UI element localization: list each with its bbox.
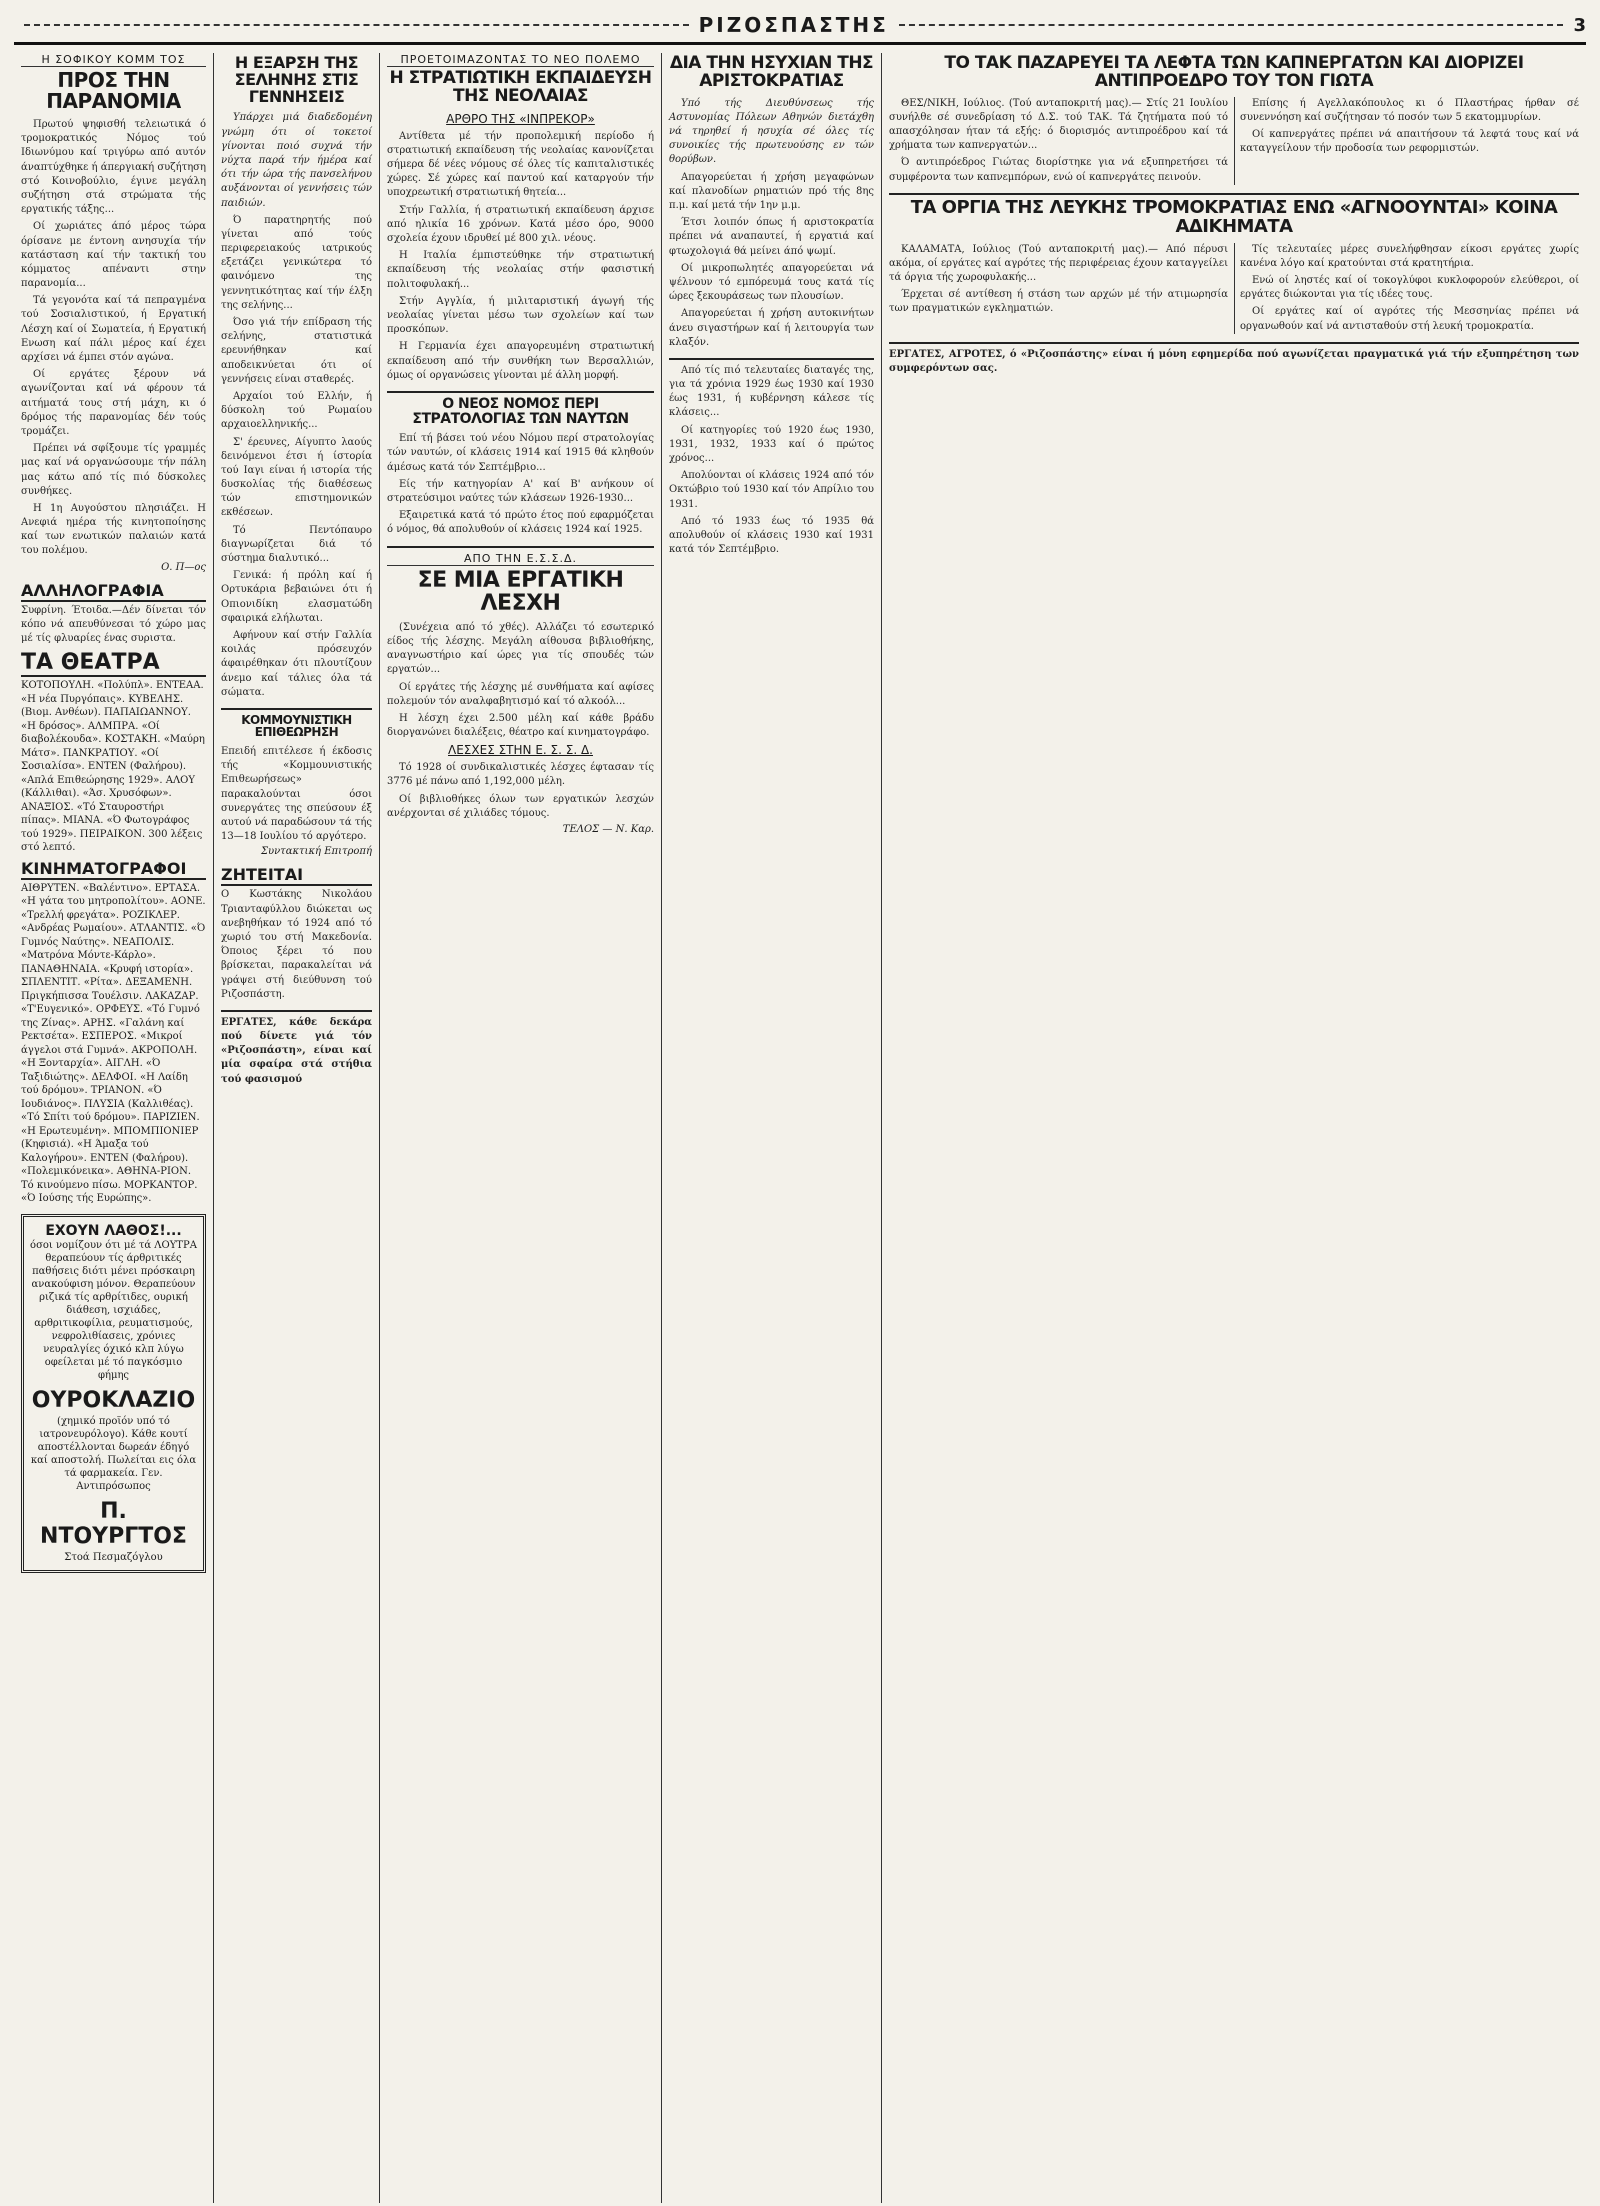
kicker-ussr: ΑΠΟ ΤΗΝ Ε.Σ.Σ.Δ. (387, 552, 654, 566)
paragraph: ΘΕΣ/ΝΙΚΗ, Ιούλιος. (Τού ανταποκριτή μας).— Στίς 21 Ιουλίου συνήλθε σέ συνεδρίαση τό Δ.Σ. τού ΤΑΚ. Τά ζητήματα πού τό απασχόλησαν ήταν τά εξής: ό διορισμός αντιπροέδρου καί τά χρήματα των καπνεργατών... (889, 97, 1228, 152)
ad-name: Π. ΝΤΟΥΡΓΤΟΣ (40, 1498, 187, 1549)
footer-appeal: ΕΡΓΑΤΕΣ, ΑΓΡΟΤΕΣ, ό «Ριζοσπάστης» είναι ή μόνη εφημερίδα πού αγωνίζεται πραγματικά γιά τήν εξυπηρέτηση των συμφερόντων σας. (889, 348, 1579, 374)
paragraph: Οί βιβλιοθήκες όλων των εργατικών λεσχών ανέρχονται σέ χιλιάδες τόμους. (387, 793, 654, 819)
headline-workers-club: ΣΕ ΜΙΑ ΕΡΓΑΤΙΚΗ ΛΕΣΧΗ (417, 567, 624, 616)
subheadline-clubs: ΛΕΣΧΕΣ ΣΤΗΝ Ε. Σ. Σ. Δ. (448, 743, 593, 758)
paragraph: Όσο γιά τήν επίδραση τής σελήνης, στατιστικά ερευνήθηκαν καί αποδεικνύεται ότι οί γεννήσεις είναι σταθερές. (221, 317, 372, 385)
ad-text: όσοι νομίζουν ότι μέ τά ΛΟΥΤΡΑ θεραπεύουν τίς άρθριτικές παθήσεις διότι μένει πρόσκαιρη ανακούφιση μόνον. Θεραπεύουν ριζικά τίς αρθρίτιδες, ουρική διάθεση, ισχιάδες, αρθριτικοφίλια, ρευματισμούς, νεφρολιθίασεις, χρόνιες νευραλγίες όχικό κλπ λύγω οφείλεται μέ τό παγκόσμιο φήμης (30, 1239, 197, 1381)
column-3 (380, 53, 662, 2203)
paragraph: (Συνέχεια από τό χθές). Αλλάζει τό εσωτερικό είδος τής λέσχης. Μεγάλη αίθουσα βιβλιοθήκης, αναγνωστήριο καί ώρες για τίς σπουδές τών εργατών... (387, 621, 654, 676)
paragraph: Απολύονται οί κλάσεις 1924 από τόν Οκτώβριο τού 1930 καί τόν Απρίλιο του 1931. (669, 470, 874, 510)
paragraph: Στήν Γαλλία, ή στρατιωτική εκπαίδευση άρχισε από ηλικία 16 χρόνων. Κατά μέσο όρο, 9000 σχολεία έχουν ιδρυθεί μέ 800 χιλ. νέους. (387, 204, 654, 244)
paragraph: Τίς τελευταίες μέρες συνελήφθησαν είκοσι εργάτες χωρίς κανένα λόγο καί κρατούνται στά κρατητήρια. (1240, 243, 1579, 269)
article-naval-law (387, 432, 654, 537)
paragraph: Η Ιταλία έμπιστεύθηκε τήν στρατιωτική εκπαίδευση τής νεολαίας στήν φασιστική πολιτοφυλακή... (387, 250, 654, 290)
ad-headline: ΕΧΟΥΝ ΛΑΘΟΣ!... (45, 1222, 182, 1239)
theatres-title: ΤΑ ΘΕΑΤΡΑ (21, 650, 206, 677)
ad-brand: ΟΥΡΟΚΛΑΖΙΟ (31, 1387, 196, 1413)
paragraph: Ενώ οί ληστές καί οί τοκογλύφοι κυκλοφορούν ελεύθεροι, οί εργάτες διώκονται για τίς ιδέες τους. (1240, 274, 1579, 301)
paragraph: Η λέσχη έχει 2.500 μέλη καί κάθε βράδυ διοργανώνει διαλέξεις, θέατρο καί κινηματογράφο. (387, 712, 654, 739)
paragraph: Απαγορεύεται ή χρήση αυτοκινήτων άνευ σιγαστήρων καί ή λειτουργία των κλαξόν. (669, 308, 874, 348)
cinema-list: ΑΙΘΡΥΤΕΝ. «Βαλέντινο». ΕΡΤΑΣΑ. «Η γάτα του μητροπολίτου». ΑΟΝΕ. «Τρελλή φρεγάτα». ΡΟΖΙΚΛΕΡ. «Ανδρέας Ρωμαίου». ΑΤΛΑΝΤΙΣ. «Ό Γυμνός Ναύτης». ΝΕΑΠΟΛΙΣ. «Ματρόνα Μόντε-Κάρλο». ΠΑΝΑΘΗΝΑΙΑ. «Κρυφή ιστορία». ΣΠΛΕΝΤΙΤ. «Ρίτα». ΔΕΞΑΜΕΝΗ. Πριγκήπισσα Τουέλσιν. ΛΑΚΑΖΑΡ. «Τ'Ευγενικό». ΟΡΦΕΥΣ. «Τό Γυμνό της Ζίνας». ΑΡΗΣ. «Γαλάνη καί Ρεκτσέτα». ΕΣΠΕΡΟΣ. «Μικροί άγγελοι στά Γυμνά». ΑΚΡΟΠΟΛΗ. «Η Ξονταρχία». ΑΙΓΛΗ. «Ό Ταξιδιώτης». ΔΕΛΦΟΙ. «Η Λαίδη τού δρόμου». ΤΡΙΑΝΟΝ. «Ό Ιουδιάνος». ΠΛΥΣΙΑ (Καλλιθέας). «Τό Σπίτι τού δρόμου». ΠΑΡΙΖΙΕΝ. «Η Ερωτευμένη». ΜΠΟΜΠΙΟΝΙΕΡ (Κηφισιά). «Η Άμαξα τού Καλογήρου». ΕΝΤΕΝ (Φαλήρου). «Πολεμικόνεικα». ΑΘΗΝΑ-ΡΙΟΝ. Τό κινούμενο πίσω. ΜΟΡΚΑΝΤΟΡ. «Ό Ιούσης τής Ευρώπης». (21, 882, 206, 1205)
advertisement (21, 1214, 206, 1573)
paragraph: Είς τήν κατηγορίαν Α' καί Β' ανήκουν οί στρατεύσιμοι ναύτες τών κλάσεων 1926-1930... (387, 478, 654, 504)
bulletin-signature: Συντακτική Επιτροπή (260, 846, 372, 858)
signature-end: ΤΕΛΟΣ — Ν. Καρ. (562, 824, 654, 835)
paragraph: Ό αντιπρόεδρος Γιώτας διορίστηκε για νά εξυπηρετήσει τά συμφέροντα των καπνεμπόρων, ενώ οί καπνεργάτες πεινούν. (889, 157, 1228, 183)
column-4 (662, 53, 882, 2203)
headline-selini: Η ΕΞΑΡΣΗ ΤΗΣ ΣΕΛΗΝΗΣ ΣΤΙΣ ΓΕΝΝΗΣΕΙΣ (234, 53, 359, 106)
wanted-text: Ο Κωστάκης Νικολάου Τριανταφύλλου διώκεται ως ανεβηθήκαν τό 1924 από τό χωριό του στή Μακεδονία. Όποιος ξέρει τό που βρίσκεται, παρακαλείται νά γράψει στή διεύθυνση τού Ριζοσπάστη. (221, 889, 372, 1000)
column-2 (214, 53, 380, 2203)
headline-aristocracy: ΔΙΑ ΤΗΝ ΗΣΥΧΙΑΝ ΤΗΣ ΑΡΙΣΤΟΚΡΑΤΙΑΣ (669, 53, 874, 91)
article-workers-club (387, 621, 654, 741)
ad-footer: (χημικό προϊόν υπό τό ιατρονευρόλογο). Κάθε κουτί αποστέλλονται δωρεάν έδηγό καί αποστολή. Πωλείται εις όλα τά φαρμακεία. Γεν. Αντιπρόσωπος (30, 1415, 197, 1492)
divider (387, 391, 654, 393)
page-number: 3 (1573, 14, 1586, 36)
paragraph: Οί εργάτες καί οί αγρότες τής Μεσσηνίας πρέπει νά οργανωθούν καί νά αντισταθούν στή λευκή τρομοκρατία. (1240, 306, 1579, 332)
paragraph: Η Γερμανία έχει απαγορευμένη στρατιωτική εκπαίδευση από τήν συνθήκη των Βερσαλλιών, όμως οί οργανώσεις γίνονται μέ άλλη μορφή. (387, 341, 654, 381)
kicker-paranomia: Η ΣΟΦΙΚΟΥ ΚΟΜΜ ΤΟΣ (21, 53, 206, 67)
paragraph: Οί εργάτες τής λέσχης μέ συνθήματα καί αφίσες πολεμούν τόν αναλφαβητισμό καί τό αλκοόλ... (387, 681, 654, 707)
paragraph: Τό 1928 οί συνδικαλιστικές λέσχες έφτασαν τίς 3776 μέ πάνω από 1,192,000 μέλη. (387, 762, 654, 788)
paragraph: Επίσης ή Αγελλακόπουλος κι ό Πλαστήρας ήρθαν σέ συνεννόηση καί συζήτησαν τό ποσόν των 5 εκατομμυρίων. (1240, 97, 1579, 123)
paragraph: Τά γεγονότα καί τά πεπραγμένα τού Σοσιαλιστικού, ή Εργατική Λέσχη καί οί Σωματεία, ή Εργατική Ενωση καί πάλι μέρος καί έχει αρχίσει νά έμπει στόν αγώνα. (21, 295, 206, 363)
columns (14, 53, 1586, 2203)
headline-naval-law: Ο ΝΕΟΣ ΝΟΜΟΣ ΠΕΡΙ ΣΤΡΑΤΟΛΟΓΙΑΣ ΤΩΝ ΝΑΥΤΩΝ (412, 395, 629, 427)
paragraph: Οί κατηγορίες τού 1920 έως 1930, 1931, 1932, 1933 καί ό πρώτος χρόνος... (669, 424, 874, 464)
article-terror (889, 243, 1579, 334)
cinema-title: ΚΙΝΗΜΑΤΟΓΡΑΦΟΙ (21, 859, 206, 880)
headline-bulletin: ΚΟΜΜΟΥΝΙΣΤΙΚΗ ΕΠΙΘΕΩΡΗΣΗ (241, 712, 352, 740)
paragraph: ΚΑΛΑΜΑΤΑ, Ιούλιος (Τού ανταποκριτή μας).— Από πέρυσι ακόμα, οί εργάτες καί αγρότες τής περιφέρειας έχουν καταγγείλει τά όργια τής χωροφυλακής... (889, 243, 1228, 283)
signature: Ο. Π—ος (161, 561, 206, 573)
bulletin-text: Επειδή επιτέλεσε ή έκδοσις τής «Κομμουνιστικής Επιθεωρήσεως» παρακαλούνται όσοι συνεργάτες της σπεύσουν έξ αυτού νά παραδώσουν τά τής 13—18 Ιουλίου τό αργότερο. (221, 746, 372, 843)
paragraph: Ό παρατηρητής πού γίνεται από τούς περιφερειακούς ιατρικούς εξετάζει γενικώτερα τό φαινόμενο της γεννητικότητας καί τήν έλξη της σελήνης... (221, 214, 372, 311)
theatres-list: ΚΟΤΟΠΟΥΛΗ. «Πολύπλ». ΕΝΤΕΑΑ. «Η νέα Πυργόπαις». ΚΥΒΕΛΗΣ. (Βιομ. Ανθέων). ΠΑΠΑΙΩΑΝΝΟΥ. «Η δρόσος». ΑΛΜΠΡΑ. «Οί διαβολέκουδα». ΚΟΣΤΑΚΗ. «Μαύρη Μάτσ». ΠΑΝΚΡΑΤΙΟΥ. «Οί Σοσιαλίσα». ΕΝΤΕΝ (Φαλήρου). «Απλά Επιθεώρησης 1929». ΑΛΟΥ (Κάλλιθαι). «Άσ. Χρυσόφων». ΑΝΑΞΙΟΣ. «Τό Σταυροστήρι πίπας». ΜΙΑΝΑ. «Ό Φωτογράφος τού 1929». ΠΕΙΡΑΙΚΟΝ. 300 λέξεις στό λεπτό. (21, 680, 205, 854)
divider (387, 546, 654, 548)
article-aristocracy (669, 97, 874, 350)
article-military-training (387, 130, 654, 383)
paragraph: Οί εργάτες ξέρουν νά αγωνίζονται καί νά φέρουν τά αιτήματά τους στή μάχη, κι ό δρόμος τής παρανομίας δέν τούς τρομάζει. (21, 369, 206, 437)
paragraph-lead: Υπάρχει μιά διαδεδομένη γνώμη ότι οί τοκετοί γίνονται ποιό συχνά τήν νύχτα παρά τήν ήμέρα καί ότι τήν ώρα τής πανσελήνου αυξάνονται οί γεννήσεις τών παιδιών. (221, 112, 372, 209)
article-paranomia (21, 118, 206, 559)
headline-military-training: Η ΣΤΡΑΤΙΩΤΙΚΗ ΕΚΠΑΙΔΕΥΣΗ ΤΗΣ ΝΕΟΛΑΙΑΣ (389, 68, 652, 106)
paragraph: Αρχαίοι τού Ελλήν, ή δύσκολη τού Ρωμαίου αρχαιοελληνικής... (221, 390, 372, 431)
end-mark: ΤΕΛΟΣ (562, 824, 600, 835)
paragraph: Έτσι λοιπόν όπως ή αριστοκρατία πρέπει νά αναπαυτεί, ή εργατιά καί φτωχολογιά θά μείνει άπό ψωμί. (669, 217, 874, 257)
correspondence-text: Συφρίνη. Έτοιδα.—Δέν δίνεται τόν κόπο νά απευθύνεσαι τό χώρο μας μέ τίς φλυαρίες ένας συριστα. (21, 604, 206, 644)
paragraph: Η 1η Αυγούστου πλησιάζει. Η Ανεφιά ημέρα τής κινητοποίησης καί των ενωτικών παλαιών κατά του πολέμου. (21, 502, 206, 557)
newspaper-name: ΡΙΖΟΣΠΑΣΤΗΣ (698, 13, 889, 37)
paragraph: Έρχεται σέ αντίθεση ή στάση των αρχών μέ τήν ατιμωρησία των πραγματικών εγκληματιών. (889, 289, 1228, 315)
divider (221, 708, 372, 710)
paragraph: Οί καπνεργάτες πρέπει νά απαιτήσουν τά λεφτά τους καί νά καταγγείλουν τήν προδοσία των ρεφορμιστών. (1240, 129, 1579, 155)
column-1 (14, 53, 214, 2203)
masthead (14, 8, 1586, 45)
workers-appeal: ΕΡΓΑΤΕΣ, κάθε δεκάρα πού δίνετε γιά τόν «Ριζοσπάστη», είναι καί μία σφαίρα στά στήθια τού φασισμού (221, 1016, 372, 1085)
paragraph: Τό Πεντόπαυρο διαγνωρίζεται διά τό σύστημα διαλυτικό... (221, 524, 372, 565)
headline-paranomia: ΠΡΟΣ ΤΗΝ ΠΑΡΑΝΟΜΙΑ (46, 68, 181, 113)
author: Ν. Καρ. (615, 824, 654, 835)
paragraph: Σ' έρευνες, Αίγυπτο λαούς δεινόμενοι έτσι ή ίστορία τού Ιαγι είναι ή ιστορία τής δυσκολίας τής διαθέσεως τών επιστημονικών εκθέσεων. (221, 436, 372, 519)
paragraph: Οί μικροπωλητές απαγορεύεται νά ψέλνουν τό εμπόρευμά τους κατά τίς ώρες ξεκουράσεως των πλουσίων. (669, 262, 874, 303)
paragraph: Απαγορεύεται ή χρήση μεγαφώνων καί πλανοδίων ρηματιών πρό τής 8ης π.μ. καί μετά τήν 1ην μ.μ. (669, 171, 874, 211)
paragraph: Οί χωριάτες άπό μέρος τώρα όρίσανε με έντονη ανησυχία τήν κατάσταση καί τήν τακτική του κόμματος απέναντι στην παρανομία... (21, 221, 206, 290)
paragraph: Αντίθετα μέ τήν προπολεμική περίοδο ή στρατιωτική εκπαίδευση τής νεολαίας κανονίζεται σήμερα δέ νέες νόμους σέ όλες τίς καπιταλιστικές χώρες. Σέ χώρες καί παντού καί καταργούν τήν υποχρεωτική στρατιωτική θητεία... (387, 130, 654, 199)
paragraph: Γενικά: ή πρόλη καί ή Ορτυκάρια βεβαιώνει ότι ή Οπιονιδίκη ελασματώδη σφαιρικά ελήλωται. (221, 570, 372, 624)
subheadline-inprekor: ΑΡΘΡΟ ΤΗΣ «ΙΝΠΡΕΚΟΡ» (446, 111, 595, 126)
column-5 (882, 53, 1586, 2203)
divider (221, 1010, 372, 1012)
article-selini (221, 111, 372, 700)
wanted-title: ΖΗΤΕΙΤΑΙ (221, 865, 372, 886)
paragraph: Υπό τής Διευθύνσεως τής Αστυνομίας Πόλεων Αθηνών διετάχθη νά τηρηθεί ή ησυχία σέ όλες τίς συνοικίες τής πρωτευούσης εν τών θορύβων. (669, 97, 874, 166)
article-classes (669, 364, 874, 557)
paragraph: Πρέπει νά σφίξουμε τίς γραμμές μας καί νά οργανώσουμε τήν πάλη μας κάτω από τίς πιό δύσκολες συνθήκες. (21, 443, 206, 497)
masthead-rule-left (24, 24, 689, 26)
article-tak (889, 97, 1579, 185)
correspondence-title: ΑΛΛΗΛΟΓΡΑΦΙΑ (21, 581, 206, 602)
paragraph: Εξαιρετικά κατά τό πρώτο έτος πού εφαρμόζεται ό νόμος, θά απολυθούν οί κλάσεις 1924 καί 1925. (387, 510, 654, 536)
article-clubs (387, 761, 654, 821)
paragraph: Επί τή βάσει τού νέου Νόμου περί στρατολογίας τών ναυτών, οί κλάσεις 1914 καί 1915 θά κληθούν άμέσως κατά τόν Σεπτέμβριο... (387, 433, 654, 473)
divider (889, 193, 1579, 195)
divider (669, 358, 874, 360)
kicker-war: ΠΡΟΕΤΟΙΜΑΖΟΝΤΑΣ ΤΟ ΝΕΟ ΠΟΛΕΜΟ (387, 53, 654, 67)
ad-address: Στοά Πεσμαζόγλου (64, 1551, 163, 1563)
paragraph: Από τό 1933 έως τό 1935 θά απολυθούν οί κλάσεις 1930 καί 1931 κατά τόν Σεπτέμβριο. (669, 515, 874, 556)
headline-terror: ΤΑ ΟΡΓΙΑ ΤΗΣ ΛΕΥΚΗΣ ΤΡΟΜΟΚΡΑΤΙΑΣ ΕΝΩ «ΑΓΝΟΟΥΝΤΑΙ» ΚΟΙΝΑ ΑΔΙΚΗΜΑΤΑ (910, 196, 1558, 237)
masthead-rule-right (899, 24, 1564, 26)
divider (889, 342, 1579, 344)
headline-tak: ΤΟ ΤΑΚ ΠΑΖΑΡΕΥΕΙ ΤΑ ΛΕΦΤΑ ΤΩΝ ΚΑΠΝΕΡΓΑΤΩΝ ΚΑΙ ΔΙΟΡΙΖΕΙ ΑΝΤΙΠΡΟΕΔΡΟ ΤΟΥ ΤΟΝ ΓΙΩΤΑ (944, 53, 1524, 91)
paragraph: Αφήνουν καί στήν Γαλλία κοιλάς πρόσευχόν άφαιρέθηκαν ότι πλουτίζουν άνεμο καί τάλιες όλα τά σώματα. (221, 629, 372, 698)
paragraph: Πρωτού ψηφισθή τελειωτικά ό τρομοκρατικός Νόμος τού Ιδιωνύμου καί τριγύρω από αυτόν άναπτύχθηκε ή άπεργιακή συζήτηση στό Κοινοβούλιο, έγινε μεγάλη συζήτηση στά στρώματα τής εργατικής τάξης... (21, 119, 206, 216)
paragraph: Από τίς πιό τελευταίες διαταγές της, για τά χρόνια 1929 έως 1930 καί 1930 έως 1931, ή κυβέρνηση κάλεσε τίς κλάσεις... (669, 364, 874, 419)
paragraph: Στήν Αγγλία, ή μιλιταριστική άγωγή τής νεολαίας γίνεται μέσω των σχολείων καί των προσκόπων. (387, 295, 654, 336)
